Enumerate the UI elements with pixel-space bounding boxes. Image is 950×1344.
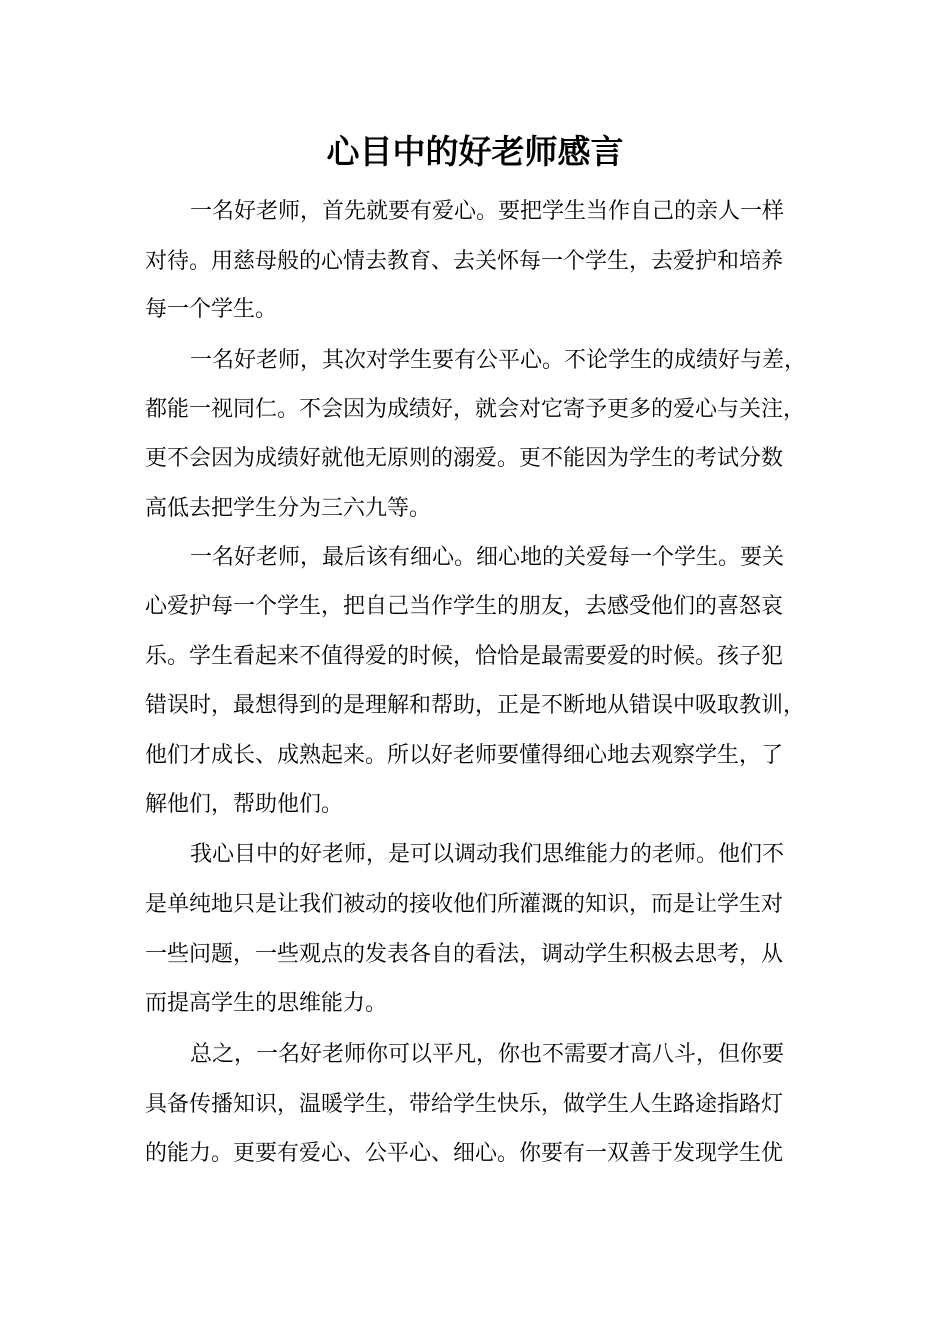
text-line: 一名好老师，首先就要有爱心。要把学生当作自己的亲人一样 bbox=[190, 199, 785, 224]
text-line: 更不会因为成绩好就他无原则的溺爱。更不能因为学生的考试分数 bbox=[145, 446, 784, 471]
text-line: 都能一视同仁。不会因为成绩好，就会对它寄予更多的爱心与关注， bbox=[145, 397, 806, 422]
text-line: 一名好老师，其次对学生要有公平心。不论学生的成绩好与差， bbox=[190, 348, 807, 373]
text-line: 解他们，帮助他们。 bbox=[145, 792, 344, 817]
text-line: 一些问题，一些观点的发表各自的看法，调动学生积极去思考，从 bbox=[145, 942, 784, 967]
text-line: 的能力。更要有爱心、公平心、细心。你要有一双善于发现学生优 bbox=[145, 1141, 784, 1166]
text-line: 是单纯地只是让我们被动的接收他们所灌溉的知识，而是让学生对 bbox=[145, 892, 784, 917]
text-line: 一名好老师，最后该有细心。细心地的关爱每一个学生。要关 bbox=[190, 545, 785, 570]
text-line: 而提高学生的思维能力。 bbox=[145, 991, 388, 1016]
text-line: 我心目中的好老师，是可以调动我们思维能力的老师。他们不 bbox=[190, 842, 785, 867]
text-line: 他们才成长、成熟起来。所以好老师要懂得细心地去观察学生，了 bbox=[145, 743, 784, 768]
text-line: 对待。用慈母般的心情去教育、去关怀每一个学生，去爱护和培养 bbox=[145, 249, 784, 274]
text-line: 每一个学生。 bbox=[145, 297, 278, 322]
text-line: 乐。学生看起来不值得爱的时候，恰恰是最需要爱的时候。孩子犯 bbox=[145, 644, 784, 669]
text-line: 高低去把学生分为三六九等。 bbox=[145, 496, 432, 521]
text-line: 心爱护每一个学生，把自己当作学生的朋友，去感受他们的喜怒哀 bbox=[145, 594, 784, 619]
text-line: 错误时，最想得到的是理解和帮助，正是不断地从错误中吸取教训， bbox=[145, 693, 806, 718]
text-line: 总之，一名好老师你可以平凡，你也不需要才高八斗，但你要 bbox=[190, 1042, 785, 1067]
document-title: 心目中的好老师感言 bbox=[326, 132, 624, 171]
text-line: 具备传播知识，温暖学生，带给学生快乐，做学生人生路途指路灯 bbox=[145, 1092, 784, 1117]
